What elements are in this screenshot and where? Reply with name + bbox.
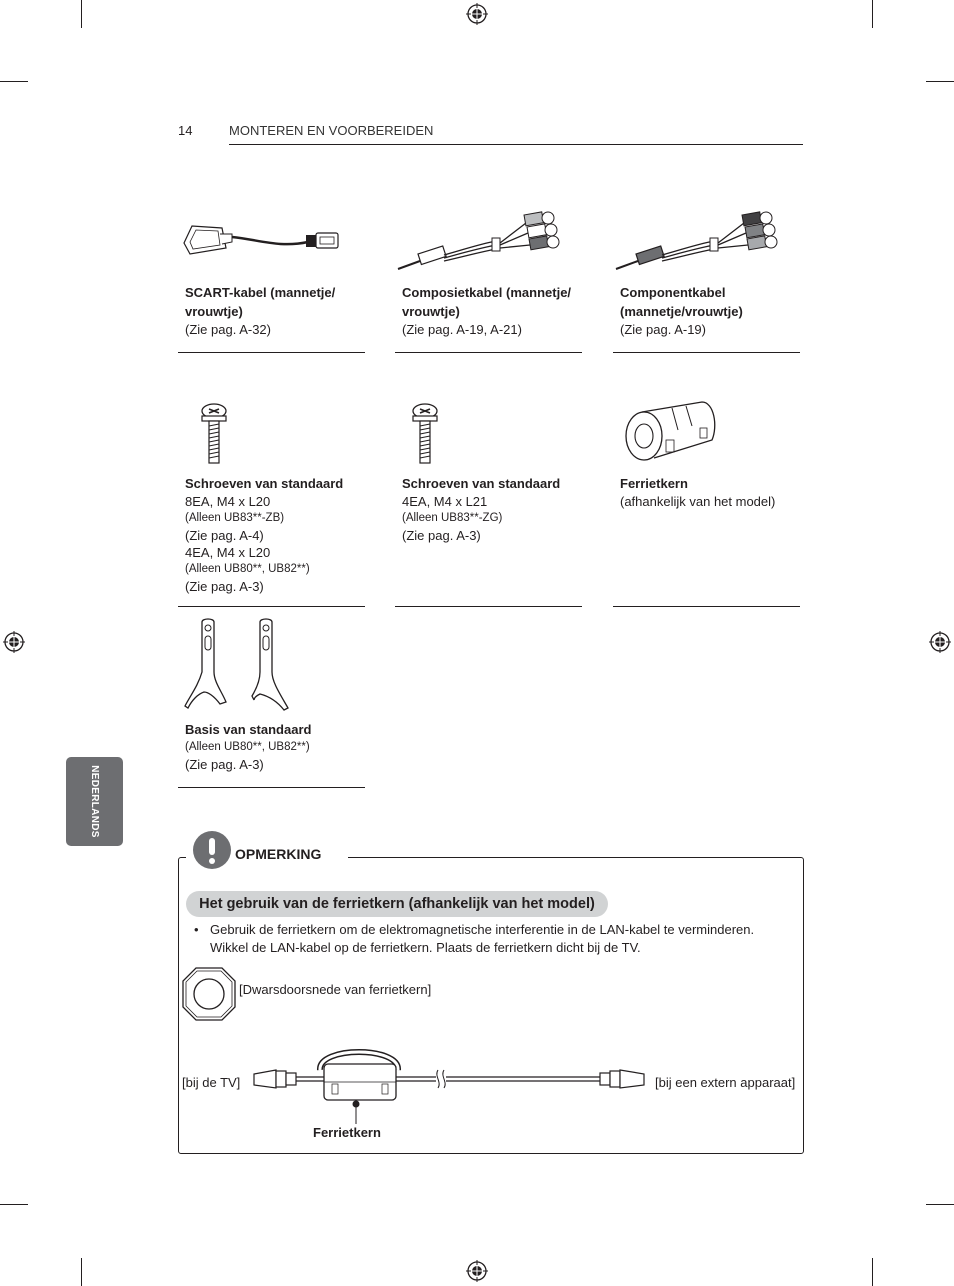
accessory-title: Schroeven van standaard	[402, 476, 561, 491]
accessory-title: SCART-kabel (mannetje/ vrouwtje)	[185, 285, 336, 319]
exclamation-icon	[193, 831, 231, 869]
accessory-detail: (Alleen UB80**, UB82**)	[185, 741, 310, 753]
accessory-detail: (Zie pag. A-32)	[185, 322, 271, 337]
header-rule	[229, 144, 803, 145]
cross-section-label: [Dwarsdoorsnede van ferrietkern]	[239, 982, 432, 997]
registration-mark-icon	[466, 1260, 488, 1282]
accessory-detail: (Alleen UB83**-ZG)	[402, 512, 503, 524]
crop-mark	[926, 81, 954, 82]
bullet-icon: •	[194, 922, 199, 937]
accessory-detail: (afhankelijk van het model)	[620, 494, 776, 509]
accessory-detail: (Zie pag. A-3)	[185, 579, 264, 594]
accessory-detail: (Alleen UB80**, UB82**)	[185, 563, 310, 575]
ferrite-core-icon	[622, 400, 720, 466]
registration-mark-icon	[929, 631, 951, 653]
crop-mark	[926, 1204, 954, 1205]
accessory-detail: 8EA, M4 x L20	[185, 494, 271, 509]
accessory-stand-screws-1	[185, 474, 372, 595]
registration-mark-icon	[466, 3, 488, 25]
page-number: 14	[178, 123, 193, 138]
language-side-tab	[66, 757, 123, 846]
separator	[395, 352, 582, 353]
accessory-detail: (Zie pag. A-19)	[620, 322, 706, 337]
note-bullet-text	[210, 921, 790, 957]
crop-mark	[872, 1258, 873, 1286]
lan-cable-with-ferrite-diagram	[250, 1042, 655, 1138]
accessory-title: Ferrietkern	[620, 476, 688, 491]
tv-side-label: [bij de TV]	[182, 1075, 241, 1090]
accessory-ferrite-core	[620, 474, 807, 510]
separator	[613, 352, 800, 353]
section-title: MONTEREN EN VOORBEREIDEN	[229, 123, 434, 138]
accessory-detail: (Zie pag. A-3)	[185, 757, 264, 772]
separator	[613, 606, 800, 607]
side-tab-label: NEDERLANDS	[89, 765, 100, 838]
crop-mark	[81, 0, 82, 28]
ferrite-cross-section-icon	[182, 967, 236, 1021]
crop-mark	[872, 0, 873, 28]
crop-mark	[81, 1258, 82, 1286]
crop-mark	[0, 81, 28, 82]
accessory-title: Schroeven van standaard	[185, 476, 344, 491]
accessory-title: Composietkabel (mannetje/ vrouwtje)	[402, 285, 572, 319]
accessory-title: Componentkabel (mannetje/vrouwtje)	[620, 285, 743, 319]
separator	[178, 606, 365, 607]
accessory-detail: (Zie pag. A-19, A-21)	[402, 322, 522, 337]
accessory-component-cable	[620, 283, 770, 338]
screw-icon	[199, 402, 229, 466]
accessory-composite-cable	[402, 283, 589, 338]
separator	[178, 787, 365, 788]
stand-base-icon	[184, 616, 296, 712]
separator	[178, 352, 365, 353]
note-title: OPMERKING	[235, 846, 322, 862]
composite-cable-icon	[396, 205, 571, 275]
accessory-detail: 4EA, M4 x L21	[402, 494, 488, 509]
accessory-stand-base	[185, 720, 372, 773]
separator	[395, 606, 582, 607]
accessory-detail: (Zie pag. A-3)	[402, 528, 481, 543]
accessory-stand-screws-2	[402, 474, 589, 544]
ferrite-core-label: Ferrietkern	[313, 1125, 381, 1140]
screw-icon	[410, 402, 440, 466]
note-bullet-line: Wikkel de LAN-kabel op de ferrietkern. Plaats de ferrietkern dicht bij de TV.	[210, 940, 641, 955]
crop-mark	[0, 1204, 28, 1205]
note-bullet-line: Gebruik de ferrietkern om de elektromagnetische interferentie in de LAN-kabel te verminderen.	[210, 922, 755, 937]
external-device-label: [bij een extern apparaat]	[655, 1075, 796, 1090]
accessory-detail: (Zie pag. A-4)	[185, 528, 264, 543]
accessory-detail: (Alleen UB83**-ZB)	[185, 512, 285, 524]
accessory-scart-cable	[185, 283, 372, 338]
note-subtitle: Het gebruik van de ferrietkern (afhankelijk van het model)	[186, 891, 608, 917]
scart-cable-icon	[180, 218, 340, 260]
component-cable-icon	[614, 205, 789, 275]
accessory-title: Basis van standaard	[185, 722, 312, 737]
accessory-detail: 4EA, M4 x L20	[185, 545, 271, 560]
registration-mark-icon	[3, 631, 25, 653]
